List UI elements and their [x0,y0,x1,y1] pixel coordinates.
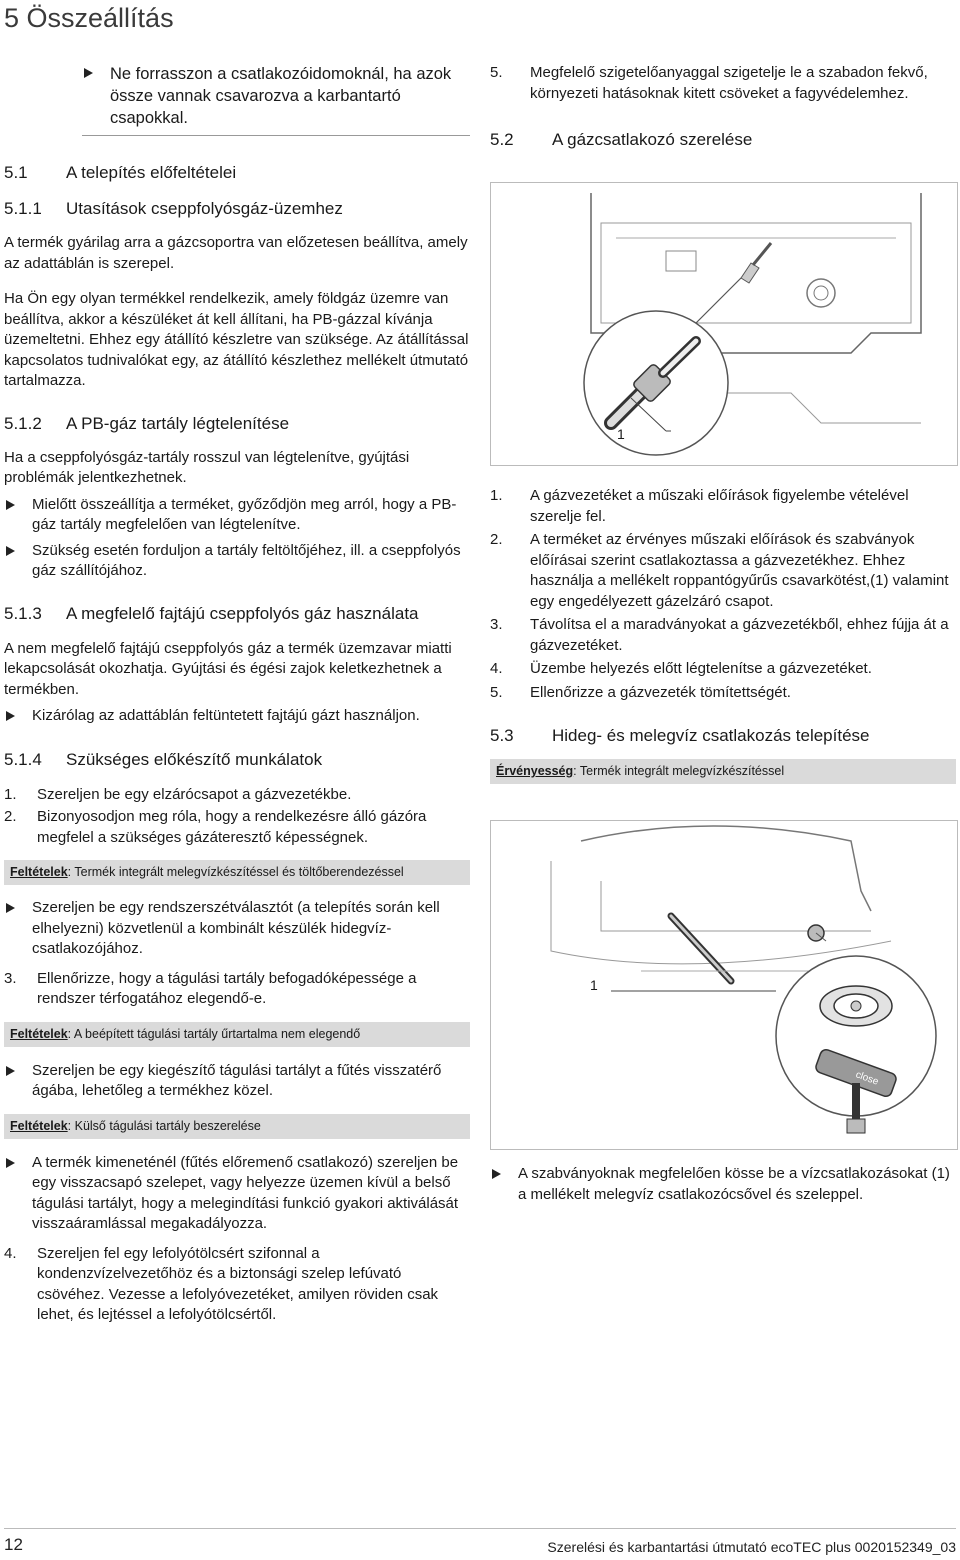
list-item: 3. Ellenőrizze, hogy a tágulási tartály befogadóképessége a rendszer térfogatához elegendő-e. [4,969,417,1007]
section-5-2: 5.2 A gázcsatlakozó szerelése [490,130,753,149]
bullet-item: Kizárólag az adattáblán feltüntetett fajtájú gázt használjon. [4,706,470,727]
close-label: close [854,1069,880,1088]
condition-box: Feltételek: A beépített tágulási tartály űrtartalma nem elegendő [4,1022,470,1047]
paragraph: A termék gyárilag arra a gázcsoportra van előzetesen beállítva, amely az adattáblán is szerepel. [4,234,468,272]
gas-steps [490,486,956,784]
bullet-item: Szereljen be egy kiegészítő tágulási tartályt a fűtés visszatérő ágába, lehetőleg a termékhez közel. [4,1061,470,1102]
paragraph: Ha Ön egy olyan termékkel rendelkezik, amely földgáz üzemre van beállítva, akkor a készüléket át kell állítani, ha PB-gázzal kívánja üzemeltetni. Ehhez egy átállító készletre van szüksége. Az átállítással kapcsolatos tudnivalókat egy, az átállító készlethez mellékelt útmutató tartalmazza. [4,290,469,389]
paragraph: A nem megfelelő fajtájú cseppfolyós gáz a termék üzemzavar miatti lekapcsolását okozhatja. Gyújtási és égési zajok keletkezhetnek a termékben. [4,639,452,698]
bullet-item: A termék kimeneténél (fűtés előremenő csatlakozó) szereljen be egy visszacsapó szelepet, vagy helyezze üzemen kívül a belső tágulási tartályt, hogy a melegindítási funkció gyakori aktiválását visszaáramlással megakadályozza. [4,1153,470,1235]
section-5-3: 5.3 Hideg- és melegvíz csatlakozás telepítése [490,726,870,745]
list-item: 5. Ellenőrizze a gázvezeték tömítettségét. [490,683,791,701]
intro-bullet: Ne forrasszon a csatlakozóidomoknál, ha azok össze vannak csavarozva a karbantartó csapokkal. [82,63,472,129]
bullet-item: Szükség esetén forduljon a tartály feltöltőjéhez, ill. a cseppfolyós gáz szállítójához. [4,541,470,582]
validity-box: Érvényesség: Termék integrált melegvízkészítéssel [490,759,956,784]
list-item: 2. A terméket az érvényes műszaki előírások és szabványok előírásai szerint csatlakoztassa a gázvezetékhez. Ehhez használja a mellékelt roppantógyűrűs csavarkötést,(1) valamint egy engedélyezett gázelzáró csapot. [490,531,949,610]
water-connection-figure [490,820,958,1150]
list-item: 1. Szereljen be egy elzárócsapot a gázvezetékbe. [4,785,352,803]
section-5-1-1: 5.1.1 Utasítások cseppfolyósgáz-üzemhez [4,199,343,218]
section-5-1-3: 5.1.3 A megfelelő fajtájú cseppfolyós gáz használata [4,603,419,623]
bullet-item: A szabványoknak megfelelően kösse be a vízcsatlakozásokat (1) a mellékelt melegvíz csatlakozócsővel és szeleppel. [490,1164,956,1205]
bullet-item: Szereljen be egy rendszerszétválasztót (a telepítés során kell elhelyezni) közvetlenül a kombinált készülék hidegvíz-csatlakozójához. [4,898,470,960]
gas-connection-figure [490,182,958,466]
list-item: 5. Megfelelő szigetelőanyaggal szigetelje le a szabadon fekvő, környezeti hatásoknak kitett csöveket a fagyvédelemhez. [490,64,928,102]
list-item: 2. Bizonyosodjon meg róla, hogy a rendelkezésre álló gázóra megfelel a szükséges gázáteresztő képességnek. [4,808,427,846]
footer-doc-title: Szerelési és karbantartási útmutató ecoTEC plus 0020152349_03 [547,1539,956,1555]
divider [82,135,470,136]
list-item: 1. A gázvezetéket a műszaki előírások figyelembe vételével szerelje fel. [490,487,909,525]
section-5-1: 5.1 A telepítés előfeltételei [4,163,237,182]
condition-box: Feltételek: Termék integrált melegvízkészítéssel és töltőberendezéssel [4,860,470,885]
gas-connection-illustration [491,183,957,465]
water-connection-illustration [491,821,957,1149]
paragraph: Ha a cseppfolyósgáz-tartály rosszul van légtelenítve, gyújtási problémák jelentkezhetnek. [4,448,410,486]
section-5-1-4: 5.1.4 Szükséges előkészítő munkálatok [4,749,323,769]
page-title: 5 Összeállítás [4,3,174,33]
section-5-1-2: 5.1.2 A PB-gáz tartály légtelenítése [4,413,290,433]
figure-callout: 1 [590,977,598,993]
bullet-item: Mielőtt összeállítja a terméket, győződjön meg arról, hogy a PB-gáz tartály megfelelően van légtelenítve. [4,495,470,536]
right-column [490,63,956,151]
list-item: 3. Távolítsa el a maradványokat a gázvezetékből, ehhez fújja át a gázvezetéket. [490,616,949,654]
list-item: 4. Üzembe helyezés előtt légtelenítse a gázvezetéket. [490,660,872,677]
left-column [4,162,470,1326]
page-number: 12 [4,1535,23,1554]
footer-rule [4,1528,956,1529]
condition-box: Feltételek: Külső tágulási tartály beszerelése [4,1114,470,1139]
list-item: 4. Szereljen fel egy lefolyótölcsért szifonnal a kondenzvízelvezetőhöz és a biztonsági szelep lefúvató csövéhez. Vezesse a lefolyóvezetéket, amilyen röviden csak lehet, és lejtéssel a lefolyótölcsértől. [4,1244,439,1323]
figure-callout: 1 [617,426,625,442]
